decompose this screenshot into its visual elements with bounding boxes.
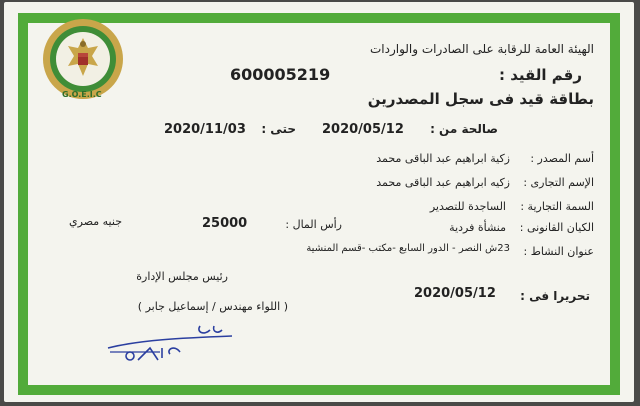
issued-date: 2020/05/12	[414, 286, 496, 301]
address-label: عنوان النشاط :	[523, 245, 594, 258]
brand-label: السمة التجارية :	[520, 200, 594, 213]
validity-to-date: 2020/11/03	[164, 122, 246, 137]
trade-name-label: الإسم التجارى :	[523, 176, 594, 189]
capital-value: 25000	[202, 216, 248, 231]
trade-name-value: زكيه ابراهيم عبد الباقى محمد	[376, 176, 510, 189]
eagle-seal-icon	[42, 18, 124, 100]
capital-label: رأس المال :	[285, 218, 342, 231]
currency: جنيه مصري	[69, 215, 122, 228]
registration-card	[4, 2, 634, 402]
signatory-name: ( اللواء مهندس / إسماعيل جابر )	[137, 300, 288, 313]
entity-label: الكيان القانونى :	[519, 221, 594, 234]
validity-from-label: صالحة من :	[430, 122, 498, 136]
entity-value: منشأة فردية	[449, 221, 506, 234]
registration-label: رقم القيد :	[498, 66, 582, 84]
exporter-label: أسم المصدر :	[530, 152, 594, 165]
signatory-title: رئيس مجلس الإدارة	[136, 270, 228, 283]
address-value: 23ش النصر - الدور السابع -مكتب -قسم المنشية	[306, 243, 510, 254]
card-title: بطاقة قيد فى سجل المصدرين	[367, 90, 594, 108]
logo-caption: G.O.E.I.C	[62, 90, 102, 99]
exporter-value: زكية ابراهيم عبد الباقى محمد	[376, 152, 510, 165]
issued-label: تحريرا فى :	[520, 289, 590, 303]
registration-number: 600005219	[230, 65, 331, 84]
validity-to-label: حتى :	[261, 122, 296, 136]
handwritten-signature	[100, 318, 240, 366]
validity-from-date: 2020/05/12	[322, 122, 404, 137]
brand-value: الساجدة للتصدير	[429, 200, 506, 213]
authority-name: الهيئة العامة للرقابة على الصادرات والواردات	[369, 42, 594, 56]
